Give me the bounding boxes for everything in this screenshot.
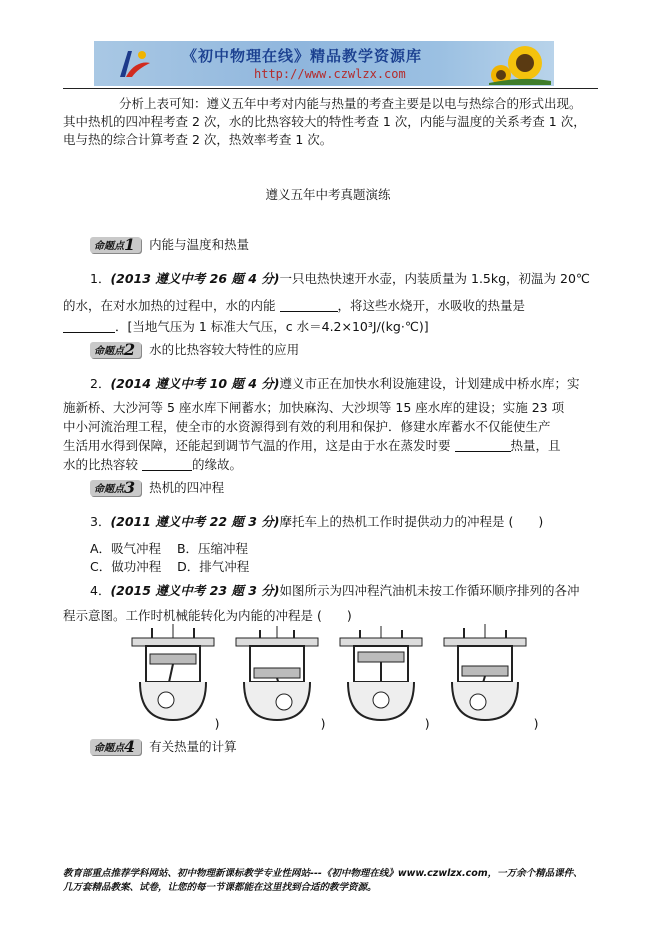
topic-heading-3 xyxy=(90,479,224,497)
topic-heading-4 xyxy=(90,738,237,756)
q2-line2: 施新桥、大沙河等 5 座水库下闸蓄水；加快麻沟、大沙坝等 15 座水库的建设；实施 23 项 xyxy=(63,400,565,415)
q3-option-b[interactable]: B．压缩冲程 xyxy=(176,541,249,556)
topic-heading-1 xyxy=(90,236,249,254)
topic-title-3: 热机的四冲程 xyxy=(149,480,225,495)
q2-line5: 水的比热容较 的缘故。 xyxy=(63,457,243,472)
q4-choice-d[interactable]: ) xyxy=(533,716,539,731)
q2-line1: 2．(2014 遵义中考 10 题 4 分)遵义市正在加快水利设施建设，计划建成中桥水库；实 xyxy=(90,376,580,391)
page-footer xyxy=(63,867,603,895)
banner-url[interactable]: http://www.czwlzx.com xyxy=(254,67,406,81)
header-banner xyxy=(94,41,554,86)
engine-stroke-diagram-c xyxy=(334,624,430,724)
engine-stroke-diagram-b xyxy=(230,624,326,724)
intro-paragraph: 分析上表可知：遵义五年中考对内能与热量的考查主要是以电与热综合的形式出现。其中热机的四冲程考查 2 次，水的比热容较大的特性考查 1 次，内能与温度的关系考查 1 次，电与热的综合计算考查 2 次，热效率考查 1 次。 xyxy=(63,96,586,147)
topic-tag-1: 命题点1 xyxy=(90,237,141,253)
banner-title: 《初中物理在线》精品教学资源库 xyxy=(182,47,423,65)
q3-stem: 3．(2011 遵义中考 22 题 3 分)摩托车上的热机工作时提供动力的冲程是 ( ) xyxy=(90,514,544,529)
q4-source: (2015 遵义中考 23 题 3 分) xyxy=(110,583,280,598)
q1-blank-1[interactable] xyxy=(280,298,338,312)
q4-choice-c[interactable]: ) xyxy=(424,716,430,731)
q1-line2: 的水，在对水加热的过程中，水的内能 ，将这些水烧开，水吸收的热量是 xyxy=(63,298,526,313)
q3-option-d[interactable]: D．排气冲程 xyxy=(177,559,250,574)
topic-heading-2 xyxy=(90,341,299,359)
section-title: 遵义五年中考真题演练 xyxy=(265,187,391,202)
q1-line3: ．[当地气压为 1 标准大气压，c 水＝4.2×10³J/(kg·℃)] xyxy=(63,318,593,336)
q2-blank-2[interactable] xyxy=(142,457,192,471)
site-logo-icon xyxy=(112,47,152,81)
q2-blank-1[interactable] xyxy=(455,438,511,452)
q2-line4: 生活用水得到保障，还能起到调节气温的作用，这是由于水在蒸发时要 热量，且 xyxy=(63,438,561,453)
q4-line1: 4．(2015 遵义中考 23 题 3 分)如图所示为四冲程汽油机未按工作循环顺序排列的各冲 xyxy=(90,583,580,598)
q3-option-a[interactable]: A．吸气冲程 xyxy=(90,541,162,556)
header-rule xyxy=(63,88,598,89)
topic-tag-4: 命题点4 xyxy=(90,739,141,755)
topic-title-1: 内能与温度和热量 xyxy=(149,237,250,252)
q4-choice-b[interactable]: ) xyxy=(320,716,326,731)
topic-tag-2: 命题点2 xyxy=(90,342,141,358)
engine-stroke-diagram-d xyxy=(438,624,534,724)
footer-line-2: 几万套精品教案、试卷，让您的每一节课都能在这里找到合适的教学资源。 xyxy=(63,882,377,893)
q2-source: (2014 遵义中考 10 题 4 分) xyxy=(110,376,280,391)
topic-tag-3: 命题点3 xyxy=(90,480,141,496)
q1-line1: 1．(2013 遵义中考 26 题 4 分)一只电热快速开水壶，内装质量为 1.5kg，初温为 20℃ xyxy=(90,271,590,286)
q1-source: (2013 遵义中考 26 题 4 分) xyxy=(110,271,280,286)
q3-option-c[interactable]: C．做功冲程 xyxy=(90,559,162,574)
topic-title-2: 水的比热容较大特性的应用 xyxy=(149,342,300,357)
engine-stroke-diagram-a xyxy=(126,624,222,724)
q4-line2: 程示意图。工作时机械能转化为内能的冲程是 ( ) xyxy=(63,608,352,623)
q1-blank-2[interactable] xyxy=(63,319,115,333)
q3-options-row-1 xyxy=(90,540,248,558)
footer-line-1: 教育部重点推荐学科网站、初中物理新课标教学专业性网站---《初中物理在线》www.czwlzx.com，一万余个精品课件、 xyxy=(63,868,583,879)
q3-source: (2011 遵义中考 22 题 3 分) xyxy=(110,514,280,529)
q4-choice-a[interactable]: ) xyxy=(214,716,220,731)
sunflower-icon xyxy=(489,43,551,85)
q3-options-row-2 xyxy=(90,558,249,576)
q2-line3: 中小河流治理工程，使全市的水资源得到有效的利用和保护．修建水库蓄水不仅能使生产 xyxy=(63,419,551,434)
topic-title-4: 有关热量的计算 xyxy=(149,739,237,754)
